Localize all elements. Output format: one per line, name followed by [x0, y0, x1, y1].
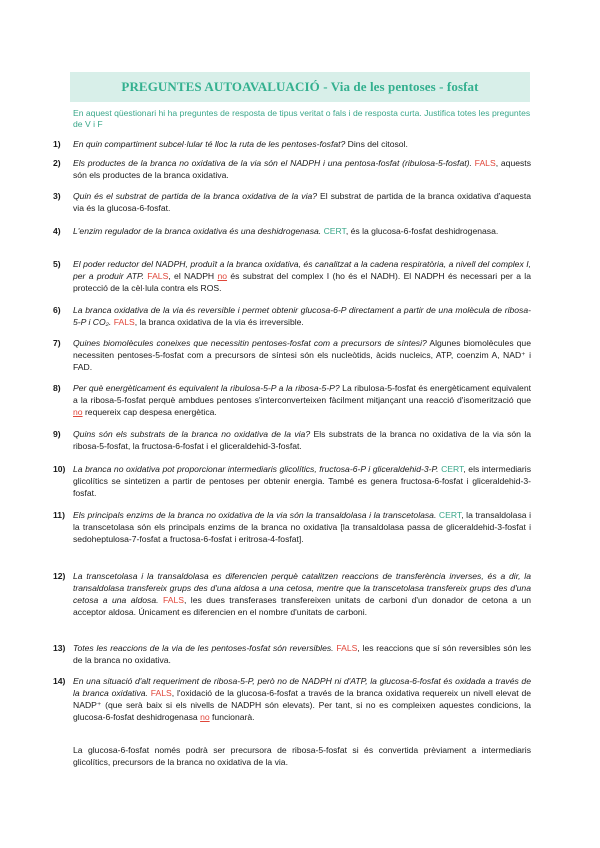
question-number: 8) — [53, 383, 61, 393]
question-number: 2) — [53, 158, 61, 168]
question-text: Per què energèticament és equivalent la ribulosa-5-P a la ribosa-5-P? — [73, 383, 340, 393]
answer-text: , la transaldolasa i la transcetolasa són els principals enzims de la branca no oxidativa [la transaldolasa passa de gliceraldehid-3-fosfat i sedoheptulosa-7-fosfat a fructosa-6-fosfat i eritrosa-4-fosfat]. — [73, 510, 531, 544]
question-number: 12) — [53, 571, 66, 581]
answer-text: requereix cap despesa energètica. — [82, 407, 217, 417]
question-number: 9) — [53, 429, 61, 439]
answer-text: Els substrats de la branca no oxidativa de la via són la ribosa-5-fosfat, la fructosa-6-fosfat i el gliceraldehid-3-fosfat. — [73, 429, 532, 451]
negation-emphasis: no — [73, 407, 83, 417]
question-text: La branca oxidativa de la via és reversible i permet obtenir glucosa-6-P directament a partir de una molècula de ribosa-5-P i CO₂. — [73, 305, 531, 327]
question-body — [73, 675, 531, 723]
question-text: La transcetolasa i la transaldolasa es diferencien perquè catalitzen reaccions de transferència inverses, és a dir, la transaldolasa transfereix grups des d'una aldosa a una cetosa, mentre que la transcetolasa transfereix grups des d'una cetosa a una aldosa. — [73, 571, 531, 605]
answer-text: , les reaccions que sí són reversibles són les de la branca no oxidativa. — [73, 643, 531, 665]
question-text: La branca no oxidativa pot proporcionar intermediaris glicolítics, fructosa-6-P i gliceraldehid-3-P. — [73, 464, 439, 474]
question-body — [73, 570, 531, 618]
question-number: 6) — [53, 305, 61, 315]
answer-text: Algunes biomolècules que necessiten pentoses-5-fosfat com a precursors de síntesi són els nucleòtids, àcids nucleics, ATP, coenzim A, NAD⁺ i FAD. — [73, 338, 531, 372]
question-text: Quin és el substrat de partida de la branca oxidativa de la via? — [73, 191, 318, 201]
question-text: En quin compartiment subcel·lular té lloc la ruta de les pentoses-fosfat? — [73, 139, 346, 149]
question-body — [73, 157, 531, 181]
answer-note: La glucosa-6-fosfat només podrà ser precursora de ribosa-5-fosfat si és convertida prèviament a intermediaris glicolítics, precursors de la branca no oxidativa de la via. — [73, 745, 531, 767]
question-text: L'enzim regulador de la branca oxidativa és una deshidrogenasa. — [73, 226, 322, 236]
question-body — [73, 225, 531, 237]
answer-text: funcionarà. — [209, 712, 255, 722]
question-number: 11) — [53, 510, 65, 520]
question-text: En una situació d'alt requeriment de ribosa-5-P, però no de NADPH ni d'ATP, la glucosa-6-fosfat és oxidada a través de la branca oxidativa. — [73, 676, 531, 698]
page-title: PREGUNTES AUTOAVALUACIÓ - Via de les pentoses - fosfat — [70, 72, 530, 102]
question-body — [73, 138, 531, 150]
verdict-label: FALS — [474, 158, 496, 168]
question-text: Els principals enzims de la branca no oxidativa de la via són la transaldolasa i la transcetolasa. — [73, 510, 437, 520]
question-number: 10) — [53, 464, 66, 474]
answer-text: , el NADPH — [168, 271, 218, 281]
question-body — [73, 258, 531, 294]
question-body — [73, 337, 531, 373]
question-body — [73, 304, 531, 328]
question-text: El poder reductor del NADPH, produït a la branca oxidativa, és canalitzat a la cadena respiratòria, a nivell del complex I, per a produir ATP. — [73, 259, 531, 281]
question-body — [73, 509, 531, 545]
answer-text: , els intermediaris glicolítics se sintetizen a partir de pentoses per obtenir energia. També es genera fructosa-6-fosfat i gliceraldehid-3-fosfat. — [73, 464, 532, 498]
question-text: Quins són els substrats de la branca no oxidativa de la via? — [73, 429, 311, 439]
verdict-label: FALS — [162, 595, 184, 605]
negation-emphasis: no — [200, 712, 210, 722]
answer-text: La ribulosa-5-fosfat és energèticament equivalent a la ribosa-5-fosfat perquè ambdues pentoses s'interconverteixen fàcilment mitjançant una reacció d'isomerització que — [73, 383, 531, 405]
answer-text: Dins del citosol. — [345, 139, 408, 149]
question-text: Els productes de la branca no oxidativa de la via són el NADPH i una pentosa-fosfat (ribulosa-5-fosfat). — [73, 158, 472, 168]
question-body — [73, 382, 531, 418]
intro-text: En aquest qüestionari hi ha preguntes de resposta de tipus veritat o fals i de resposta curta. Justifica totes les preguntes de V i F — [73, 108, 531, 129]
question-number: 7) — [53, 338, 61, 348]
question-body — [73, 642, 531, 666]
question-number: 3) — [53, 191, 61, 201]
question-body — [73, 428, 531, 452]
question-number: 4) — [53, 226, 61, 236]
verdict-label: CERT — [438, 510, 462, 520]
verdict-label: FALS — [336, 643, 358, 653]
question-number: 13) — [53, 643, 66, 653]
question-body — [73, 190, 531, 214]
verdict-label: CERT — [441, 464, 464, 474]
question-number: 1) — [53, 139, 61, 149]
answer-text: , aquests són els productes de la branca oxidativa. — [73, 158, 531, 180]
answer-text: , la branca oxidativa de la via és irreversible. — [134, 317, 304, 327]
question-text: Quines biomolècules coneixes que necessitin pentoses-fosfat com a precursors de síntesi? — [73, 338, 427, 348]
verdict-label: CERT — [323, 226, 346, 236]
answer-text: , l'oxidació de la glucosa-6-fosfat a través de la branca oxidativa requereix un nivell elevat de NADP⁺ (que serà baix si els nivells de NADPH són elevats). Per tant, si no es compleixen aquestes condicions, la glucosa-6-fosfat deshidrogenasa — [73, 688, 532, 722]
answer-text: , les dues transferases transfereixen unitats de carboni d'un donador de cetona a un acceptor aldosa. Únicament es diferencien en el nombre d'unitats de carboni. — [73, 595, 532, 617]
question-number: 5) — [53, 259, 61, 269]
question-text: Totes les reaccions de la via de les pentoses-fosfat són reversibles. — [73, 643, 334, 653]
verdict-label: FALS — [147, 271, 169, 281]
verdict-label: FALS — [150, 688, 172, 698]
answer-text: és substrat del complex I (ho és el NADH). El NADPH és necessari per a la protecció de la cèl·lula contra els ROS. — [73, 271, 531, 293]
answer-text: El substrat de partida de la branca oxidativa d'aquesta via és la glucosa-6-fosfat. — [73, 191, 531, 213]
question-number: 14) — [53, 676, 66, 686]
verdict-label: FALS — [113, 317, 135, 327]
negation-emphasis: no — [217, 271, 228, 281]
answer-text: , és la glucosa-6-fosfat deshidrogenasa. — [345, 226, 499, 236]
question-body — [73, 463, 531, 499]
